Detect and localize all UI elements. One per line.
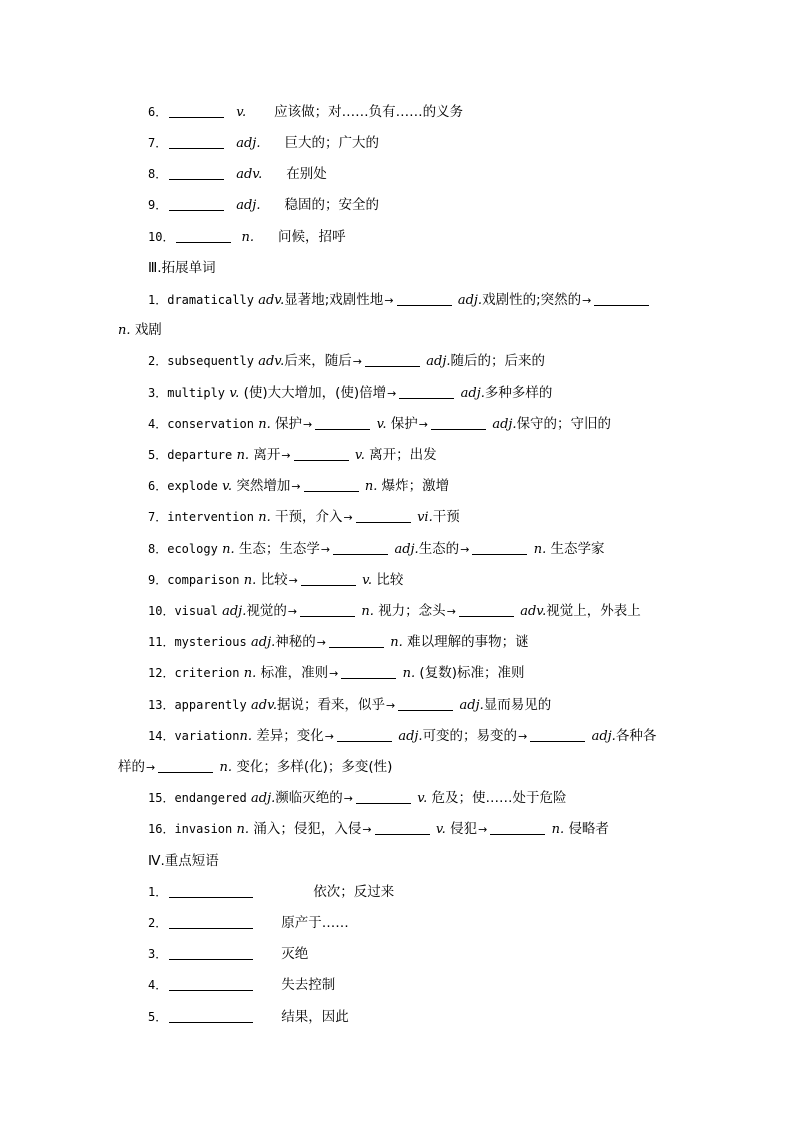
meaning: 各种各 <box>615 728 657 744</box>
extension-item <box>148 540 605 559</box>
meaning: 难以理解的事物；谜 <box>407 634 529 650</box>
meaning: 生态的 <box>418 541 460 557</box>
meaning: (使)大大增加，(使)倍增 <box>243 385 387 401</box>
item-number: 10． <box>148 230 175 244</box>
phrase-item <box>148 976 335 994</box>
meaning: 保护 <box>275 416 303 432</box>
meaning: 依次；反过来 <box>313 884 395 900</box>
item-number: 1． <box>148 293 168 307</box>
part-of-speech: v. <box>236 105 247 120</box>
item-number: 7． <box>148 510 168 524</box>
arrow-icon: → <box>281 449 291 462</box>
answer-blank[interactable] <box>341 664 396 679</box>
answer-blank[interactable] <box>294 446 349 461</box>
part-of-speech: n. <box>118 323 131 338</box>
item-number: 15． <box>148 791 175 805</box>
meaning: 后来，随后 <box>284 353 352 369</box>
arrow-icon: → <box>146 761 156 774</box>
headword: conservation <box>167 417 254 431</box>
arrow-icon: → <box>384 294 394 307</box>
meaning: 离开；出发 <box>369 447 437 463</box>
part-of-speech: adj. <box>398 729 423 744</box>
answer-blank[interactable] <box>365 352 420 367</box>
part-of-speech: n. <box>241 230 254 245</box>
answer-blank[interactable] <box>490 820 545 835</box>
arrow-icon: → <box>316 636 326 649</box>
answer-blank[interactable] <box>329 633 384 648</box>
vocab-item <box>148 196 379 215</box>
headword: endangered <box>174 791 247 805</box>
item-number: 13． <box>148 698 175 712</box>
part-of-speech: n. <box>219 760 233 775</box>
part-of-speech: n. <box>533 542 547 557</box>
meaning: 突然增加 <box>236 478 291 494</box>
answer-blank[interactable] <box>169 196 224 211</box>
answer-blank[interactable] <box>169 165 224 180</box>
extension-item <box>148 789 567 808</box>
part-of-speech: adj. <box>236 136 261 151</box>
headword: visual <box>174 604 218 618</box>
meaning: 在别处 <box>286 166 327 182</box>
answer-blank[interactable] <box>398 696 453 711</box>
arrow-icon: → <box>387 387 397 400</box>
phrase-item <box>148 914 349 932</box>
answer-blank[interactable] <box>397 291 452 306</box>
extension-item <box>148 696 551 715</box>
part-of-speech: n. <box>239 729 252 744</box>
meaning: 离开 <box>253 447 281 463</box>
part-of-speech: adv. <box>258 293 285 308</box>
arrow-icon: → <box>287 605 298 618</box>
item-number: 3． <box>148 386 168 400</box>
meaning: 结果，因此 <box>281 1009 349 1025</box>
part-of-speech: n. <box>243 573 257 588</box>
item-number: 2． <box>148 916 168 930</box>
part-of-speech: adj. <box>457 293 483 308</box>
meaning: 问候，招呼 <box>277 229 346 245</box>
headword: apparently <box>174 698 247 712</box>
meaning: 干预，介入 <box>275 509 343 525</box>
meaning: 显而易见的 <box>483 697 552 713</box>
meaning: 戏剧 <box>134 322 162 338</box>
item-number: 16． <box>148 822 175 836</box>
arrow-icon: → <box>291 480 301 493</box>
arrow-icon: → <box>386 699 396 712</box>
part-of-speech: adj. <box>492 417 517 432</box>
headword: departure <box>167 448 233 462</box>
answer-blank[interactable] <box>169 976 253 991</box>
part-of-speech: adj. <box>591 729 616 744</box>
headword: ecology <box>167 542 218 556</box>
part-of-speech: v. <box>376 417 387 432</box>
extension-item <box>148 384 552 403</box>
answer-blank[interactable] <box>169 883 253 898</box>
vocab-item <box>148 103 463 122</box>
answer-blank[interactable] <box>459 602 514 617</box>
answer-blank[interactable] <box>431 415 486 430</box>
meaning: 标准，准则 <box>260 665 329 681</box>
item-number: 7． <box>148 136 168 150</box>
arrow-icon: → <box>324 730 335 743</box>
part-of-speech: adj. <box>460 386 485 401</box>
answer-blank[interactable] <box>169 945 253 960</box>
part-of-speech: adj. <box>459 698 484 713</box>
item-number: 12． <box>148 666 175 680</box>
meaning: 应该做；对……负有……的义务 <box>274 104 464 120</box>
part-of-speech: n. <box>364 479 378 494</box>
part-of-speech: v. <box>435 822 446 837</box>
part-of-speech: n. <box>236 822 250 837</box>
extension-item <box>148 571 403 590</box>
vocab-item <box>148 134 379 153</box>
meaning: 保守的；守旧的 <box>516 416 612 432</box>
answer-blank[interactable] <box>300 602 355 617</box>
meaning: 神秘的 <box>275 634 316 650</box>
part-of-speech: adj. <box>222 604 247 619</box>
arrow-icon: → <box>352 355 362 368</box>
meaning: 灭绝 <box>281 946 309 962</box>
part-of-speech: n. <box>258 510 271 525</box>
headword: multiply <box>167 386 226 400</box>
extension-item <box>148 664 524 683</box>
item-number: 3． <box>148 947 168 961</box>
arrow-icon: → <box>446 605 456 618</box>
headword: comparison <box>167 573 240 587</box>
answer-blank[interactable] <box>158 758 213 773</box>
section-title: Ⅲ.拓展单词 <box>148 260 216 276</box>
arrow-icon: → <box>362 823 372 836</box>
meaning: (复数)标准；准则 <box>419 665 525 681</box>
part-of-speech: adv. <box>520 604 547 619</box>
answer-blank[interactable] <box>333 540 388 555</box>
arrow-icon: → <box>582 294 592 307</box>
part-of-speech: n. <box>222 542 235 557</box>
meaning: 变化；多样(化)；多变(性) <box>236 759 393 775</box>
extension-item <box>148 633 529 652</box>
meaning: 侵犯 <box>450 821 478 837</box>
part-of-speech: v. <box>417 791 428 806</box>
part-of-speech: adj. <box>251 635 276 650</box>
item-number: 14． <box>148 729 175 743</box>
vocab-item <box>148 165 327 184</box>
meaning: 多种多样的 <box>484 385 553 401</box>
item-number: 9． <box>148 573 168 587</box>
answer-blank[interactable] <box>375 820 430 835</box>
part-of-speech: adv. <box>236 167 263 182</box>
part-of-speech: n. <box>390 635 403 650</box>
extension-item <box>148 446 437 465</box>
answer-blank[interactable] <box>472 540 527 555</box>
phrase-item <box>148 945 308 963</box>
meaning: 稳固的；安全的 <box>284 197 379 213</box>
answer-blank[interactable] <box>301 571 356 586</box>
answer-blank[interactable] <box>356 789 411 804</box>
meaning: 随后的；后来的 <box>450 353 546 369</box>
part-of-speech: n. <box>236 448 250 463</box>
extension-item <box>148 352 545 371</box>
meaning: 样的 <box>118 759 145 775</box>
item-number: 4． <box>148 417 168 431</box>
part-of-speech: adj. <box>236 198 261 213</box>
item-number: 5． <box>148 1010 168 1024</box>
meaning: 视觉的 <box>246 603 287 619</box>
meaning: 失去控制 <box>281 977 336 993</box>
part-of-speech: v. <box>229 386 240 401</box>
arrow-icon: → <box>288 574 298 587</box>
item-number: 6． <box>148 105 168 119</box>
meaning: 戏剧性的;突然的 <box>482 292 582 308</box>
answer-blank[interactable] <box>399 384 454 399</box>
phrase-item <box>148 883 394 901</box>
part-of-speech: adj. <box>394 542 419 557</box>
phrase-item <box>148 1008 349 1026</box>
headword: subsequently <box>167 354 254 368</box>
headword: mysterious <box>174 635 247 649</box>
item-number: 11． <box>148 635 175 649</box>
headword: intervention <box>167 510 254 524</box>
extension-item <box>148 477 449 496</box>
meaning: 濒临灭绝的 <box>275 790 343 806</box>
part-of-speech: adj. <box>251 791 276 806</box>
extension-item <box>148 291 651 310</box>
item-number: 5． <box>148 448 168 462</box>
arrow-icon: → <box>343 792 353 805</box>
extension-item <box>148 415 611 434</box>
item-number: 4． <box>148 978 168 992</box>
part-of-speech: v. <box>362 573 373 588</box>
part-of-speech: adj. <box>426 354 451 369</box>
extension-item <box>148 820 609 839</box>
arrow-icon: → <box>303 418 313 431</box>
part-of-speech: v. <box>222 479 233 494</box>
arrow-icon: → <box>460 543 470 556</box>
headword: dramatically <box>167 293 254 307</box>
meaning: 巨大的；广大的 <box>284 135 379 151</box>
answer-blank[interactable] <box>169 1008 253 1023</box>
extension-item-continued <box>118 758 392 777</box>
answer-blank[interactable] <box>169 134 224 149</box>
meaning: 侵略者 <box>568 821 609 837</box>
meaning: 可变的；易变的 <box>422 728 518 744</box>
meaning: 爆炸；激增 <box>381 478 450 494</box>
answer-blank[interactable] <box>356 508 411 523</box>
extension-item-continued <box>118 321 162 340</box>
item-number: 8． <box>148 542 168 556</box>
meaning: 比较 <box>260 572 288 588</box>
arrow-icon: → <box>329 667 339 680</box>
item-number: 8． <box>148 167 168 181</box>
meaning: 危及；使……处于危险 <box>431 790 567 806</box>
part-of-speech: n. <box>243 666 257 681</box>
part-of-speech: n. <box>402 666 416 681</box>
meaning: 原产于…… <box>281 915 349 931</box>
answer-blank[interactable] <box>169 103 224 118</box>
meaning: 据说；看来，似乎 <box>277 697 386 713</box>
arrow-icon: → <box>343 511 353 524</box>
part-of-speech: n. <box>361 604 374 619</box>
meaning: 涌入；侵犯，入侵 <box>253 821 362 837</box>
meaning: 保护 <box>390 416 418 432</box>
vocab-item <box>148 228 345 247</box>
answer-blank[interactable] <box>530 727 585 742</box>
part-of-speech: n. <box>258 417 271 432</box>
answer-blank[interactable] <box>315 415 370 430</box>
arrow-icon: → <box>478 823 488 836</box>
meaning: 生态学家 <box>550 541 605 557</box>
meaning: 视力；念头 <box>378 603 446 619</box>
headword: invasion <box>174 822 233 836</box>
meaning: 比较 <box>376 572 404 588</box>
answer-blank[interactable] <box>594 291 649 306</box>
extension-item <box>148 727 656 746</box>
section-title: Ⅳ.重点短语 <box>148 853 219 869</box>
item-number: 6． <box>148 479 168 493</box>
meaning: 干预 <box>432 509 460 525</box>
answer-blank[interactable] <box>304 477 359 492</box>
headword: criterion <box>174 666 240 680</box>
part-of-speech: adv. <box>251 698 278 713</box>
meaning: 显著地;戏剧性地 <box>284 292 384 308</box>
part-of-speech: v. <box>354 448 365 463</box>
part-of-speech: vi. <box>417 510 433 525</box>
item-number: 9． <box>148 198 168 212</box>
headword: explode <box>167 479 218 493</box>
answer-blank[interactable] <box>176 228 231 243</box>
arrow-icon: → <box>418 418 429 431</box>
answer-blank[interactable] <box>169 914 253 929</box>
item-number: 2． <box>148 354 168 368</box>
extension-item <box>148 602 641 621</box>
item-number: 1． <box>148 885 168 899</box>
meaning: 生态；生态学 <box>238 541 320 557</box>
headword: variation <box>174 729 240 743</box>
part-of-speech: n. <box>551 822 565 837</box>
item-number: 10． <box>148 604 175 618</box>
meaning: 视觉上，外表上 <box>546 603 641 619</box>
extension-item <box>148 508 460 527</box>
arrow-icon: → <box>518 730 528 743</box>
meaning: 差异；变化 <box>256 728 324 744</box>
arrow-icon: → <box>320 543 331 556</box>
answer-blank[interactable] <box>337 727 392 742</box>
part-of-speech: adv. <box>258 354 285 369</box>
